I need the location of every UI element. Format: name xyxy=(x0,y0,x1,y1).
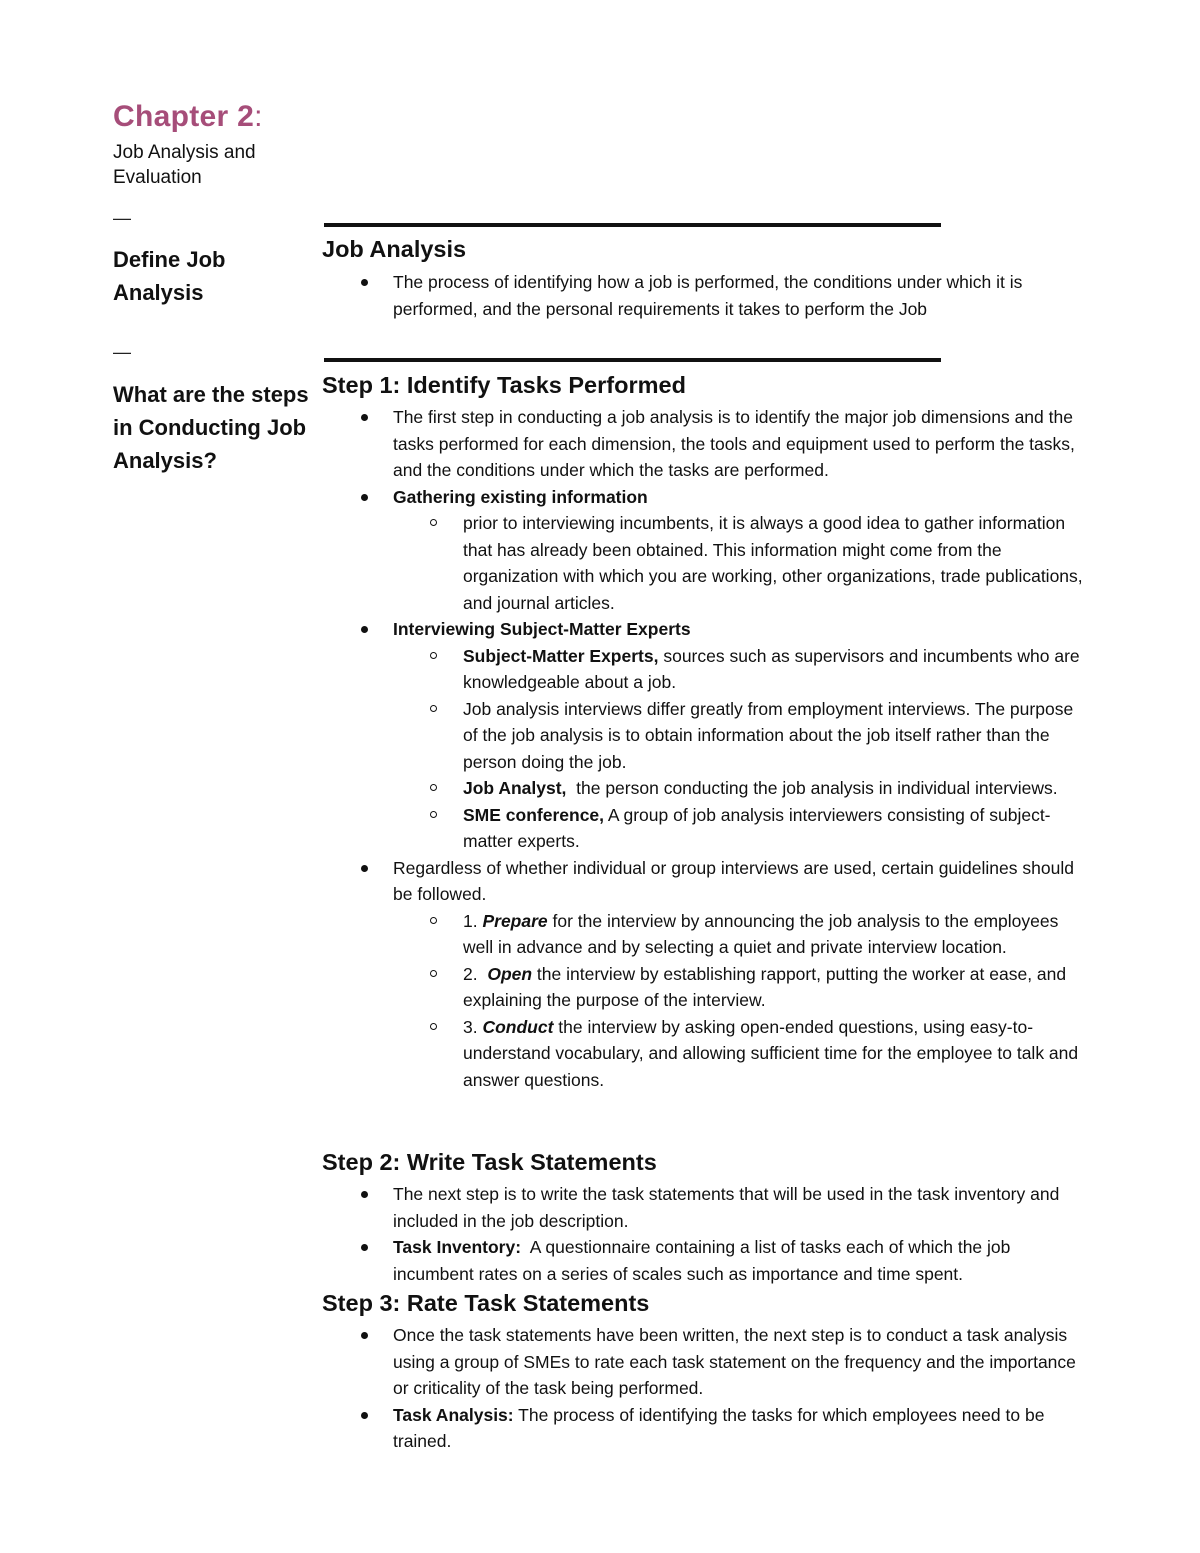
sub-list-item xyxy=(322,802,1092,855)
job-analysis-list xyxy=(322,269,1092,322)
chapter-subtitle: Job Analysis and Evaluation xyxy=(113,142,256,188)
guideline-number: 3. xyxy=(463,1016,483,1037)
sub-list-item xyxy=(322,775,1092,802)
job-analysis-heading: Job Analysis xyxy=(322,236,467,262)
list-item: The first step in conducting a job analysis is to identify the major job dimensions and the tasks performed for each dimension, the tools and equipment used to perform the tasks, and the conditions under which the tasks are performed. xyxy=(322,404,1092,484)
chapter-colon: : xyxy=(254,100,263,133)
guideline-text: the interview by asking open-ended questions, using easy-to-understand vocabulary, and allowing sufficient time for the employee to talk and answer questions. xyxy=(463,1016,1079,1090)
sub-list-item xyxy=(322,643,1092,696)
step3-heading: Step 3: Rate Task Statements xyxy=(322,1290,650,1316)
term: Subject-Matter Experts, xyxy=(463,645,659,666)
section-rule xyxy=(324,223,941,227)
guideline-term: Conduct xyxy=(482,1016,554,1037)
term-definition: The process of identifying the tasks for which employees need to be trained. xyxy=(393,1404,1045,1451)
step3-list xyxy=(322,1322,1092,1455)
term: Task Inventory: xyxy=(393,1237,522,1257)
list-item: The process of identifying how a job is performed, the conditions under which it is performed, and the personal requirements it takes to perform the Job xyxy=(322,269,1092,322)
guideline-number: 1. xyxy=(463,910,483,931)
list-item xyxy=(322,1402,1092,1455)
guideline-text: the interview by establishing rapport, putting the worker at ease, and explaining the purpose of the interview. xyxy=(463,963,1067,1010)
step1-list xyxy=(322,404,1092,1093)
list-item xyxy=(322,616,1092,643)
chapter-word: Chapter 2 xyxy=(113,100,255,133)
term: SME conference, xyxy=(463,804,605,825)
guideline-number: 2. xyxy=(463,963,488,984)
term: Task Analysis: xyxy=(393,1404,514,1425)
sub-list-item xyxy=(322,961,1092,1014)
guideline-term: Open xyxy=(487,963,533,984)
list-item xyxy=(322,1234,1092,1287)
section-rule xyxy=(324,358,941,362)
term: Job Analyst, xyxy=(463,778,567,798)
list-item-title: Interviewing Subject-Matter Experts xyxy=(393,619,691,639)
list-item-title: Gathering existing information xyxy=(393,486,648,507)
term-definition: sources such as supervisors and incumbents who are knowledgeable about a job. xyxy=(463,645,1080,692)
list-item: Regardless of whether individual or group interviews are used, certain guidelines should be followed. xyxy=(322,855,1092,908)
list-item: The next step is to write the task statements that will be used in the task inventory and included in the job description. xyxy=(322,1181,1092,1234)
guideline-term: Prepare xyxy=(482,910,548,931)
sub-list-item: Job analysis interviews differ greatly from employment interviews. The purpose of the job analysis is to obtain information about the job itself rather than the person doing the job. xyxy=(322,696,1092,776)
term-definition: the person conducting the job analysis in individual interviews. xyxy=(566,778,1058,798)
sub-list-item xyxy=(322,908,1092,961)
step2-list xyxy=(322,1181,1092,1287)
list-item xyxy=(322,484,1092,511)
sidebar-divider: — xyxy=(113,342,131,362)
sidebar-divider: — xyxy=(113,208,131,228)
guideline-text: for the interview by announcing the job analysis to the employees well in advance and by selecting a quiet and private interview location. xyxy=(463,910,1059,957)
step1-heading: Step 1: Identify Tasks Performed xyxy=(322,372,686,398)
list-item: Once the task statements have been written, the next step is to conduct a task analysis using a group of SMEs to rate each task statement on the frequency and the importance or criticality of the task being performed. xyxy=(322,1322,1092,1402)
chapter-title xyxy=(113,100,263,134)
term-definition: A group of job analysis interviewers consisting of subject-matter experts. xyxy=(463,804,1051,851)
step2-heading: Step 2: Write Task Statements xyxy=(322,1149,657,1175)
term-definition: A questionnaire containing a list of tasks each of which the job incumbent rates on a series of scales such as importance and time spent. xyxy=(393,1237,1016,1284)
sub-list-item: prior to interviewing incumbents, it is always a good idea to gather information that has already been obtained. This information might come from the organization with which you are working, other organizations, trade publications, and journal articles. xyxy=(322,510,1092,616)
sub-list-item xyxy=(322,1014,1092,1094)
sidebar-question-define: Define Job Analysis xyxy=(113,247,226,305)
sidebar-question-steps: What are the steps in Conducting Job Analysis? xyxy=(113,382,309,473)
